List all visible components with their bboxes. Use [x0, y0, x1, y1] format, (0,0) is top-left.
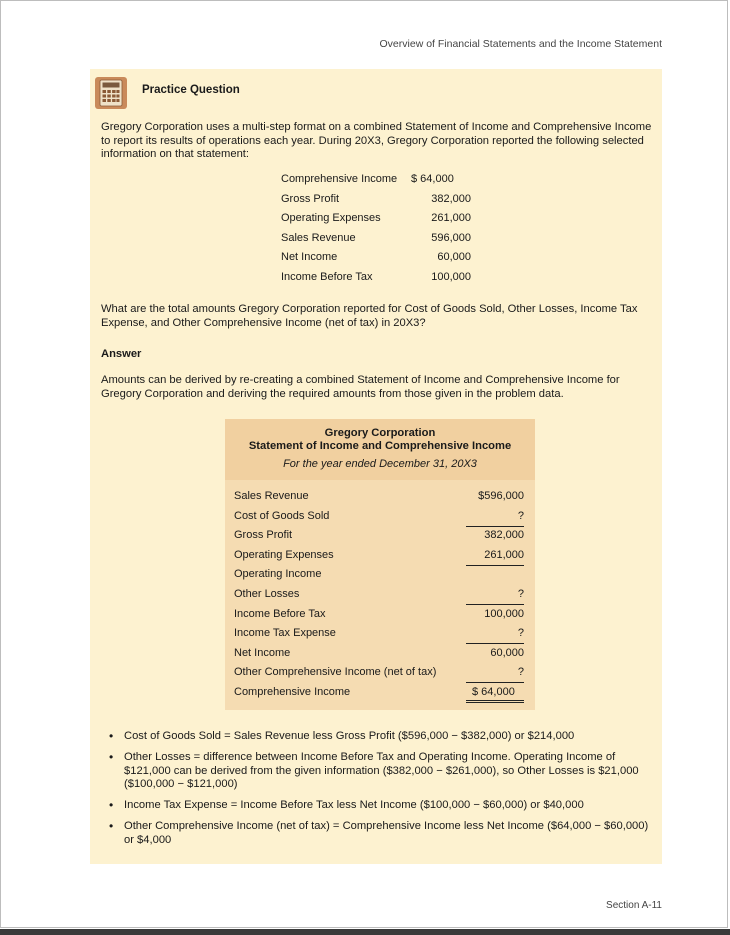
statement-company: Gregory Corporation [324, 427, 436, 439]
given-value: 382,000 [431, 192, 471, 205]
calculator-icon [94, 76, 128, 110]
statement-body [234, 490, 524, 706]
practice-question-title: Practice Question [142, 84, 240, 96]
given-data-row [281, 193, 481, 213]
statement-row [234, 647, 524, 667]
question-paragraph: What are the total amounts Gregory Corporation reported for Cost of Goods Sold, Other Losses, Income Tax Expense, and Other Comprehensive Income (net of tax) in 20X3? [101, 303, 638, 329]
statement-amount: $596,000 [478, 490, 524, 502]
given-value: $ 64,000 [411, 173, 454, 185]
statement-row [234, 529, 524, 549]
statement-amount: $ 64,000 [466, 686, 524, 703]
given-data-row [281, 251, 481, 271]
statement-row [234, 568, 524, 588]
statement-amount: ? [466, 510, 524, 527]
statement-amount: 261,000 [466, 549, 524, 566]
given-label: Comprehensive Income [281, 173, 398, 185]
statement-row [234, 510, 524, 530]
statement-amount: 60,000 [490, 646, 524, 659]
given-data-list [281, 173, 481, 291]
statement-label: Gross Profit [234, 529, 293, 542]
running-head: Overview of Financial Statements and the Income Statement [379, 38, 662, 50]
solution-bullet: • Income Tax Expense = Income Before Tax less Net Income ($100,000 − $60,000) or $40,000 [108, 799, 656, 813]
page-footer: Section A-11 [606, 900, 662, 911]
statement-amount: ? [466, 666, 524, 683]
statement-label: Income Tax Expense [234, 627, 336, 640]
solution-bullet-list [108, 730, 656, 855]
answer-paragraph: Amounts can be derived by re-creating a combined Statement of Income and Comprehensive Income for Gregory Corporation and deriving the required amounts from those given in the problem data. [101, 374, 620, 400]
statement-row [234, 608, 524, 628]
statement-label: Income Before Tax [234, 607, 326, 620]
statement-amount: 100,000 [484, 607, 524, 620]
statement-amount: ? [466, 588, 524, 605]
statement-header [225, 419, 535, 480]
intro-paragraph: Gregory Corporation uses a multi-step format on a combined Statement of Income and Comprehensive Income to report its results of operations each year. During 20X3, Gregory Corporation reported the following selected information on that statement: [101, 121, 652, 160]
solution-bullet: • Other Comprehensive Income (net of tax) = Comprehensive Income less Net Income ($64,000 − $60,000) or $4,000 [108, 820, 656, 847]
given-data-row [281, 173, 481, 193]
statement-label: Operating Expenses [234, 548, 334, 561]
given-data-row [281, 232, 481, 252]
income-statement-table [225, 419, 535, 710]
statement-label: Other Losses [234, 587, 300, 600]
bottom-bar [0, 929, 730, 935]
solution-bullet: • Cost of Goods Sold = Sales Revenue less Gross Profit ($596,000 − $382,000) or $214,000 [108, 730, 656, 744]
statement-row [234, 549, 524, 569]
given-label: Sales Revenue [281, 231, 356, 244]
statement-label: Sales Revenue [234, 490, 309, 502]
statement-amount: ? [466, 627, 524, 644]
statement-label: Comprehensive Income [234, 685, 351, 698]
statement-row [234, 686, 524, 706]
statement-row [234, 588, 524, 608]
given-label: Operating Expenses [281, 212, 381, 225]
statement-label: Cost of Goods Sold [234, 509, 330, 522]
statement-row [234, 490, 524, 510]
answer-heading: Answer [101, 348, 142, 360]
given-value: 60,000 [437, 251, 471, 264]
given-value: 261,000 [431, 212, 471, 225]
statement-label: Net Income [234, 646, 291, 659]
given-label: Gross Profit [281, 192, 340, 205]
given-label: Net Income [281, 251, 338, 264]
statement-title: Statement of Income and Comprehensive Income [248, 440, 512, 452]
given-data-row [281, 271, 481, 291]
statement-amount: 382,000 [484, 529, 524, 542]
given-label: Income Before Tax [281, 270, 373, 283]
statement-period: For the year ended December 31, 20X3 [283, 458, 477, 470]
statement-label: Operating Income [234, 568, 322, 581]
statement-amount [466, 568, 524, 585]
solution-bullet: • Other Losses = difference between Income Before Tax and Operating Income. Operating Income of $121,000 can be derived from the given information ($382,000 − $261,000), so Other Losses is $21,000 ($100,000 − $121,000) [108, 751, 656, 792]
given-data-row [281, 212, 481, 232]
statement-row [234, 627, 524, 647]
statement-row [234, 666, 524, 686]
given-value: 596,000 [431, 231, 471, 244]
statement-label: Other Comprehensive Income (net of tax) [234, 666, 437, 679]
given-value: 100,000 [431, 270, 471, 283]
